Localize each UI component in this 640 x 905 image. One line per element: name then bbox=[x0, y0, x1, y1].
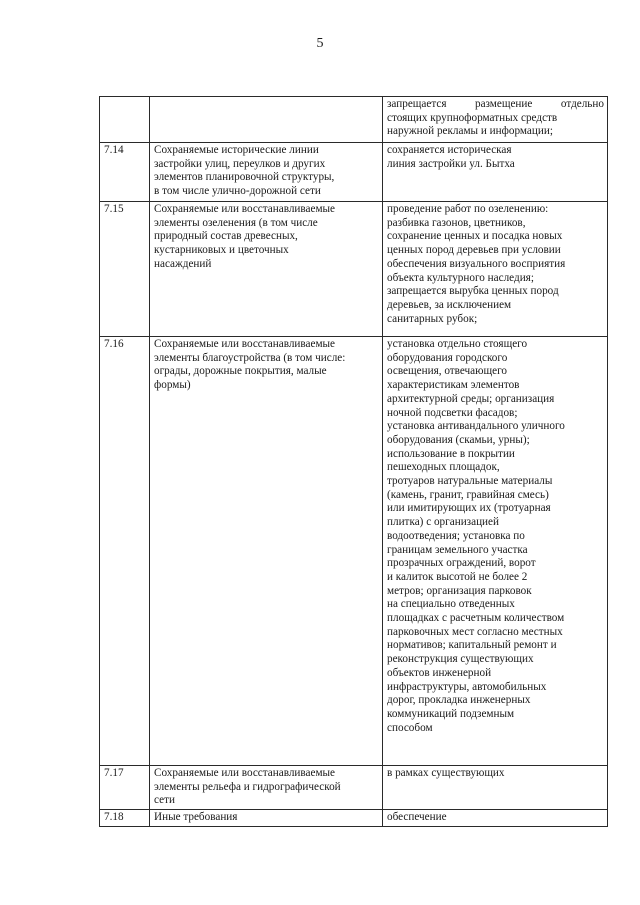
requirement-text: стоящих крупноформатных средств наружной рекламы и информации; bbox=[387, 111, 558, 138]
element-name-cell: Иные требования bbox=[150, 810, 383, 827]
table-row bbox=[100, 97, 608, 143]
requirement-cell: установка отдельно стоящего оборудования городского освещения, отвечающего характеристикам элементов архитектурной среды; организация ночной подсветки фасадов; установка антивандального уличного оборудования (скамьи, урны); использование в покрытии пешеходных площадок, тротуаров натуральные материалы (камень, гранит, гравийная смесь) или имитирующих их (тротуарная плитка) с организацией водоотведения; установка по границам земельного участка прозрачных ограждений, ворот и калиток высотой не более 2 метров; организация парковок на специально отведенных площадках с расчетным количеством парковочных мест согласно местных нормативов; капитальный ремонт и реконструкция существующих объектов инженерной инфраструктуры, автомобильных дорог, прокладка инженерных коммуникаций подземным способом bbox=[383, 337, 608, 766]
element-name-cell: Сохраняемые или восстанавливаемые элементы благоустройства (в том числе: ограды, дорожные покрытия, малые формы) bbox=[150, 337, 383, 766]
element-name-cell: Сохраняемые или восстанавливаемые элементы озеленения (в том числе природный состав древесных, кустарниковых и цветочных насаждений bbox=[150, 202, 383, 337]
table-row bbox=[100, 143, 608, 202]
table-row bbox=[100, 810, 608, 827]
requirement-justified-line: запрещается размещение отдельно bbox=[387, 98, 604, 110]
requirement-cell: проведение работ по озеленению: разбивка газонов, цветников, сохранение ценных и посадка новых ценных пород деревьев при условии обеспечения визуального восприятия объекта культурного наследия; запрещается вырубка ценных пород деревьев, за исключением санитарных рубок; bbox=[383, 202, 608, 337]
requirement-cell: сохраняется историческая линия застройки ул. Бытха bbox=[383, 143, 608, 202]
element-name-cell: Сохраняемые исторические линии застройки улиц, переулков и других элементов планировочной структуры, в том числе улично-дорожной сети bbox=[150, 143, 383, 202]
table-row bbox=[100, 766, 608, 810]
row-number-cell: 7.18 bbox=[100, 810, 150, 827]
element-name-cell: Сохраняемые или восстанавливаемые элементы рельефа и гидрографической сети bbox=[150, 766, 383, 810]
row-number-cell: 7.15 bbox=[100, 202, 150, 337]
page-number: 5 bbox=[316, 36, 324, 51]
requirements-table bbox=[99, 96, 608, 827]
requirement-cell: обеспечение bbox=[383, 810, 608, 827]
element-name-cell bbox=[150, 97, 383, 143]
row-number-cell: 7.16 bbox=[100, 337, 150, 766]
row-number-cell: 7.14 bbox=[100, 143, 150, 202]
requirement-cell bbox=[383, 97, 608, 143]
row-number-cell: 7.17 bbox=[100, 766, 150, 810]
table-row bbox=[100, 337, 608, 766]
table-row bbox=[100, 202, 608, 337]
row-number-cell bbox=[100, 97, 150, 143]
requirement-cell: в рамках существующих bbox=[383, 766, 608, 810]
